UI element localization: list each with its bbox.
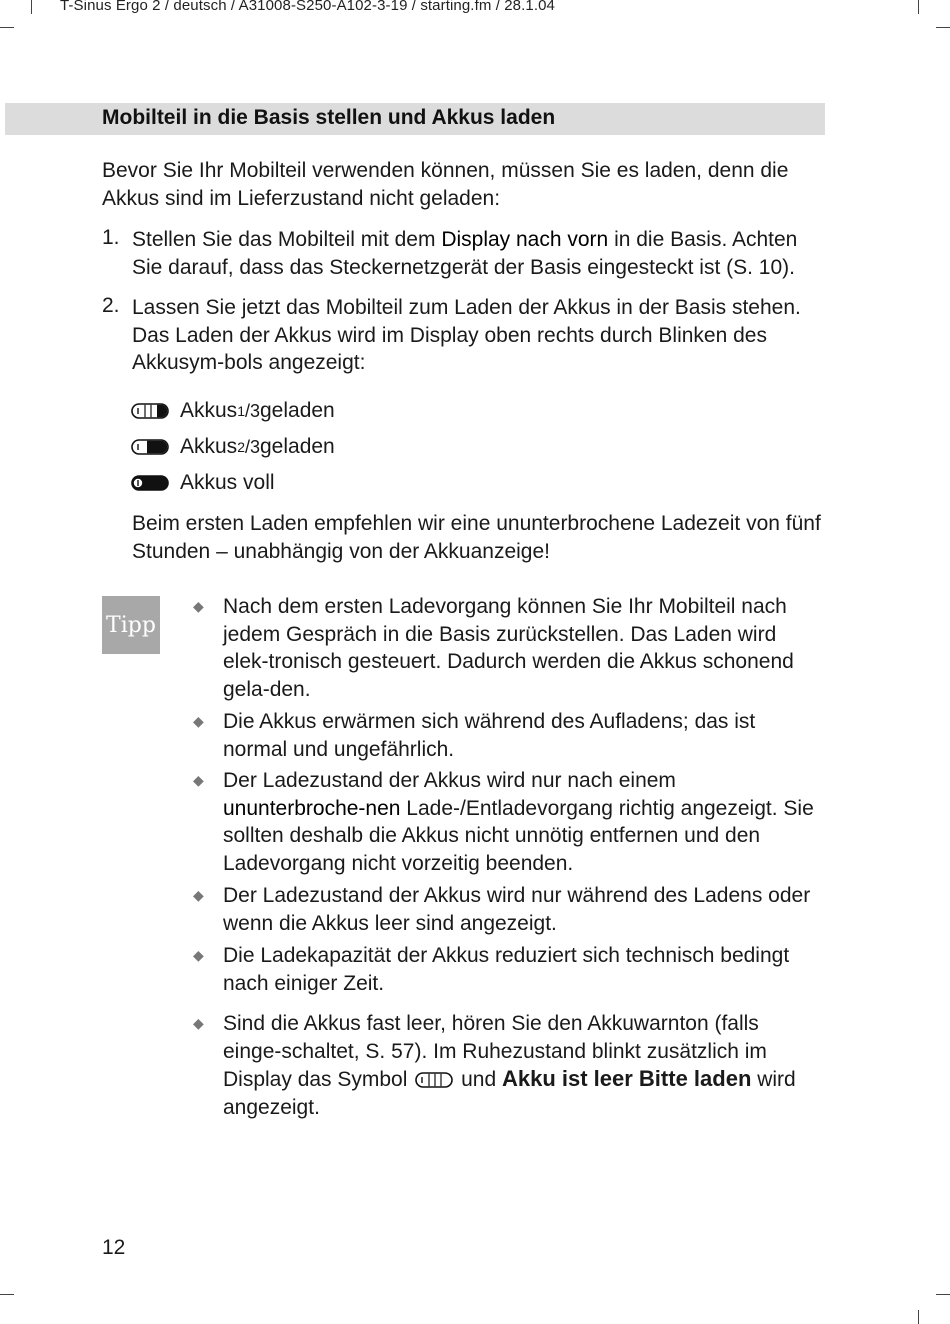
diamond-bullet-icon: ◆ xyxy=(193,947,204,963)
intro-paragraph: Bevor Sie Ihr Mobilteil verwenden können, müssen Sie es laden, denn die Akkus sind im Lieferzustand nicht geladen: xyxy=(102,159,789,210)
crop-mark-left-bottom xyxy=(0,1294,14,1295)
crop-mark-bottom-right xyxy=(918,1310,919,1324)
tip-label-box xyxy=(102,596,160,654)
tip-item-5: Die Ladekapazität der Akkus reduziert sich technisch bedingt nach einiger Zeit. xyxy=(223,944,790,995)
step-1-text-b: in die Basis. Achten Sie darauf, dass das Steckernetzgerät der Basis eingesteckt ist (S. 10). xyxy=(132,228,798,279)
battery-state-one-third: Akkus 1 /3 geladen xyxy=(131,397,335,425)
tip-label: Tipp xyxy=(106,612,156,638)
display-message: Akku ist leer Bitte laden xyxy=(501,1066,752,1091)
step-1-number: 1. xyxy=(102,226,120,249)
diamond-bullet-icon: ◆ xyxy=(193,1015,204,1031)
tip-item-2: Die Akkus erwärmen sich während des Aufladens; das ist normal und ungefährlich. xyxy=(223,710,756,761)
battery-empty-icon xyxy=(415,1072,453,1088)
running-head: T-Sinus Ergo 2 / deutsch / A31008-S250-A102-3-19 / starting.fm / 28.1.04 xyxy=(60,0,555,14)
step-1-text xyxy=(132,226,827,281)
crop-mark-right-top xyxy=(936,27,950,28)
step-1-emphasis: Display nach vorn xyxy=(441,228,609,251)
diamond-bullet-icon: ◆ xyxy=(193,598,204,614)
battery-two-thirds-icon xyxy=(131,439,169,455)
diamond-bullet-icon: ◆ xyxy=(193,772,204,788)
crop-mark-left-top xyxy=(0,27,14,28)
battery-state-two-thirds: Akkus 2 /3 geladen xyxy=(131,433,335,461)
battery-one-third-icon xyxy=(131,403,169,419)
first-charge-paragraph: Beim ersten Laden empfehlen wir eine ununterbrochene Ladezeit von fünf Stunden – unabhängig von der Akkuanzeige! xyxy=(132,512,821,563)
battery-state-full: Akkus voll xyxy=(131,469,275,497)
diamond-bullet-icon: ◆ xyxy=(193,887,204,903)
tip-item-1: Nach dem ersten Ladevorgang können Sie Ihr Mobilteil nach jedem Gespräch in die Basis zurückstellen. Das Laden wird elek-tronisch gesteuert. Dadurch werden die Akkus schonend gela-den. xyxy=(223,595,794,701)
crop-mark-right-bottom xyxy=(936,1294,950,1295)
tip-item-3-emphasis: ununterbroche-nen xyxy=(223,796,401,820)
crop-mark-top-left xyxy=(31,0,32,14)
step-2-text: Lassen Sie jetzt das Mobilteil zum Laden der Akkus in der Basis stehen. Das Laden der Akkus wird im Display oben rechts durch Blinken des Akkusym-bols angezeigt: xyxy=(132,296,801,374)
step-2-number: 2. xyxy=(102,294,120,317)
battery-full-icon xyxy=(131,475,169,491)
step-1-text-a: Stellen Sie das Mobilteil mit dem xyxy=(132,228,442,251)
tip-item-3: Der Ladezustand der Akkus wird nur nach einem ununterbroche-nen Lade-/Entladevorgang richtig angezeigt. Sie sollten deshalb die Akkus nicht unnötig entfernen und den Ladevorgang nicht vorzeitig beenden. xyxy=(223,769,814,875)
page-number: 12 xyxy=(102,1236,126,1259)
tip-item-4: Der Ladezustand der Akkus wird nur während des Ladens oder wenn die Akkus leer sind angezeigt. xyxy=(223,884,811,935)
diamond-bullet-icon: ◆ xyxy=(193,713,204,729)
section-title: Mobilteil in die Basis stellen und Akkus laden xyxy=(102,106,556,129)
tip-item-6: Sind die Akkus fast leer, hören Sie den Akkuwarnton (falls einge-schaltet, S. 57). Im Ruhezustand blinkt zusätzlich im Display das Symbol und Akku ist leer Bitte laden wird angezeigt. xyxy=(223,1012,796,1119)
crop-mark-top-right xyxy=(918,0,919,14)
